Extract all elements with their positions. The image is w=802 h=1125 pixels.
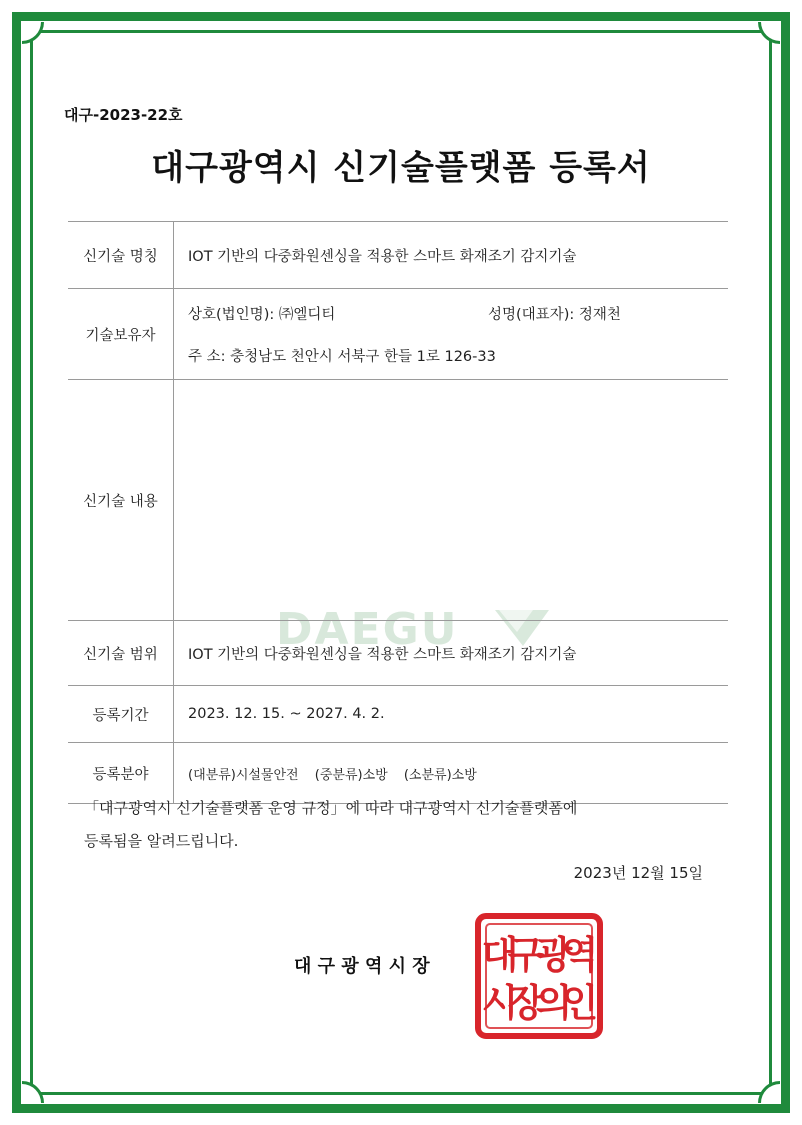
- svg-text:시: 시: [481, 980, 519, 1025]
- tech-scope-value: IOT 기반의 다중화원센싱을 적용한 스마트 화재조기 감지기술: [174, 621, 729, 686]
- period-label: 등록기간: [68, 686, 174, 743]
- holder-row: [68, 289, 728, 380]
- holder-rep: 정재천: [578, 306, 621, 323]
- holder-address: 충청남도 천안시 서북구 한들 1로 126-33: [230, 348, 496, 365]
- tech-name-label: 신기술 명칭: [68, 222, 174, 289]
- document-title: 대구광역시 신기술플랫폼 등록서: [151, 148, 651, 188]
- field-label: 등록분야: [68, 743, 174, 804]
- field-major: (대분류)시설물안전: [188, 767, 299, 783]
- holder-address-label: 주 소:: [188, 348, 226, 365]
- notice-line-1: 「대구광역시 신기술플랫폼 운영 규정」에 따라 대구광역시 신기술플랫폼에: [84, 799, 578, 817]
- official-seal-icon: [474, 912, 604, 1040]
- svg-text:인: 인: [561, 980, 599, 1025]
- svg-text:장: 장: [507, 980, 545, 1025]
- notice-line-2: 등록됨을 알려드립니다.: [84, 832, 239, 850]
- tech-content-value: [174, 380, 729, 621]
- notice-text: [84, 792, 734, 858]
- document-number: 대구-2023-22호: [64, 106, 183, 124]
- period-row: [68, 686, 728, 743]
- tech-name-row: [68, 222, 728, 289]
- holder-rep-label: 성명(대표자):: [488, 306, 575, 323]
- tech-content-label: 신기술 내용: [68, 380, 174, 621]
- svg-text:역: 역: [561, 932, 599, 977]
- tech-scope-label: 신기술 범위: [68, 621, 174, 686]
- tech-name-value: IOT 기반의 다중화원센싱을 적용한 스마트 화재조기 감지기술: [174, 222, 729, 289]
- svg-text:의: 의: [535, 980, 573, 1025]
- daegu-watermark: DAEGU: [276, 604, 459, 655]
- holder-company: ㈜엘디티: [278, 306, 336, 323]
- svg-text:대: 대: [481, 932, 519, 977]
- issue-date: 2023년 12월 15일: [573, 864, 703, 882]
- issuer-name: 대 구 광 역 시 장: [294, 956, 430, 977]
- tech-content-row: [68, 380, 728, 621]
- holder-label: 기술보유자: [68, 289, 174, 380]
- field-minor: (소분류)소방: [403, 767, 477, 783]
- period-value: 2023. 12. 15. ~ 2027. 4. 2.: [174, 686, 729, 743]
- svg-text:구: 구: [507, 932, 545, 977]
- tech-scope-row: [68, 621, 728, 686]
- holder-value: [174, 289, 729, 380]
- svg-text:광: 광: [535, 932, 573, 977]
- field-middle: (중분류)소방: [314, 767, 388, 783]
- registration-table: [68, 221, 728, 804]
- holder-company-label: 상호(법인명):: [188, 306, 275, 323]
